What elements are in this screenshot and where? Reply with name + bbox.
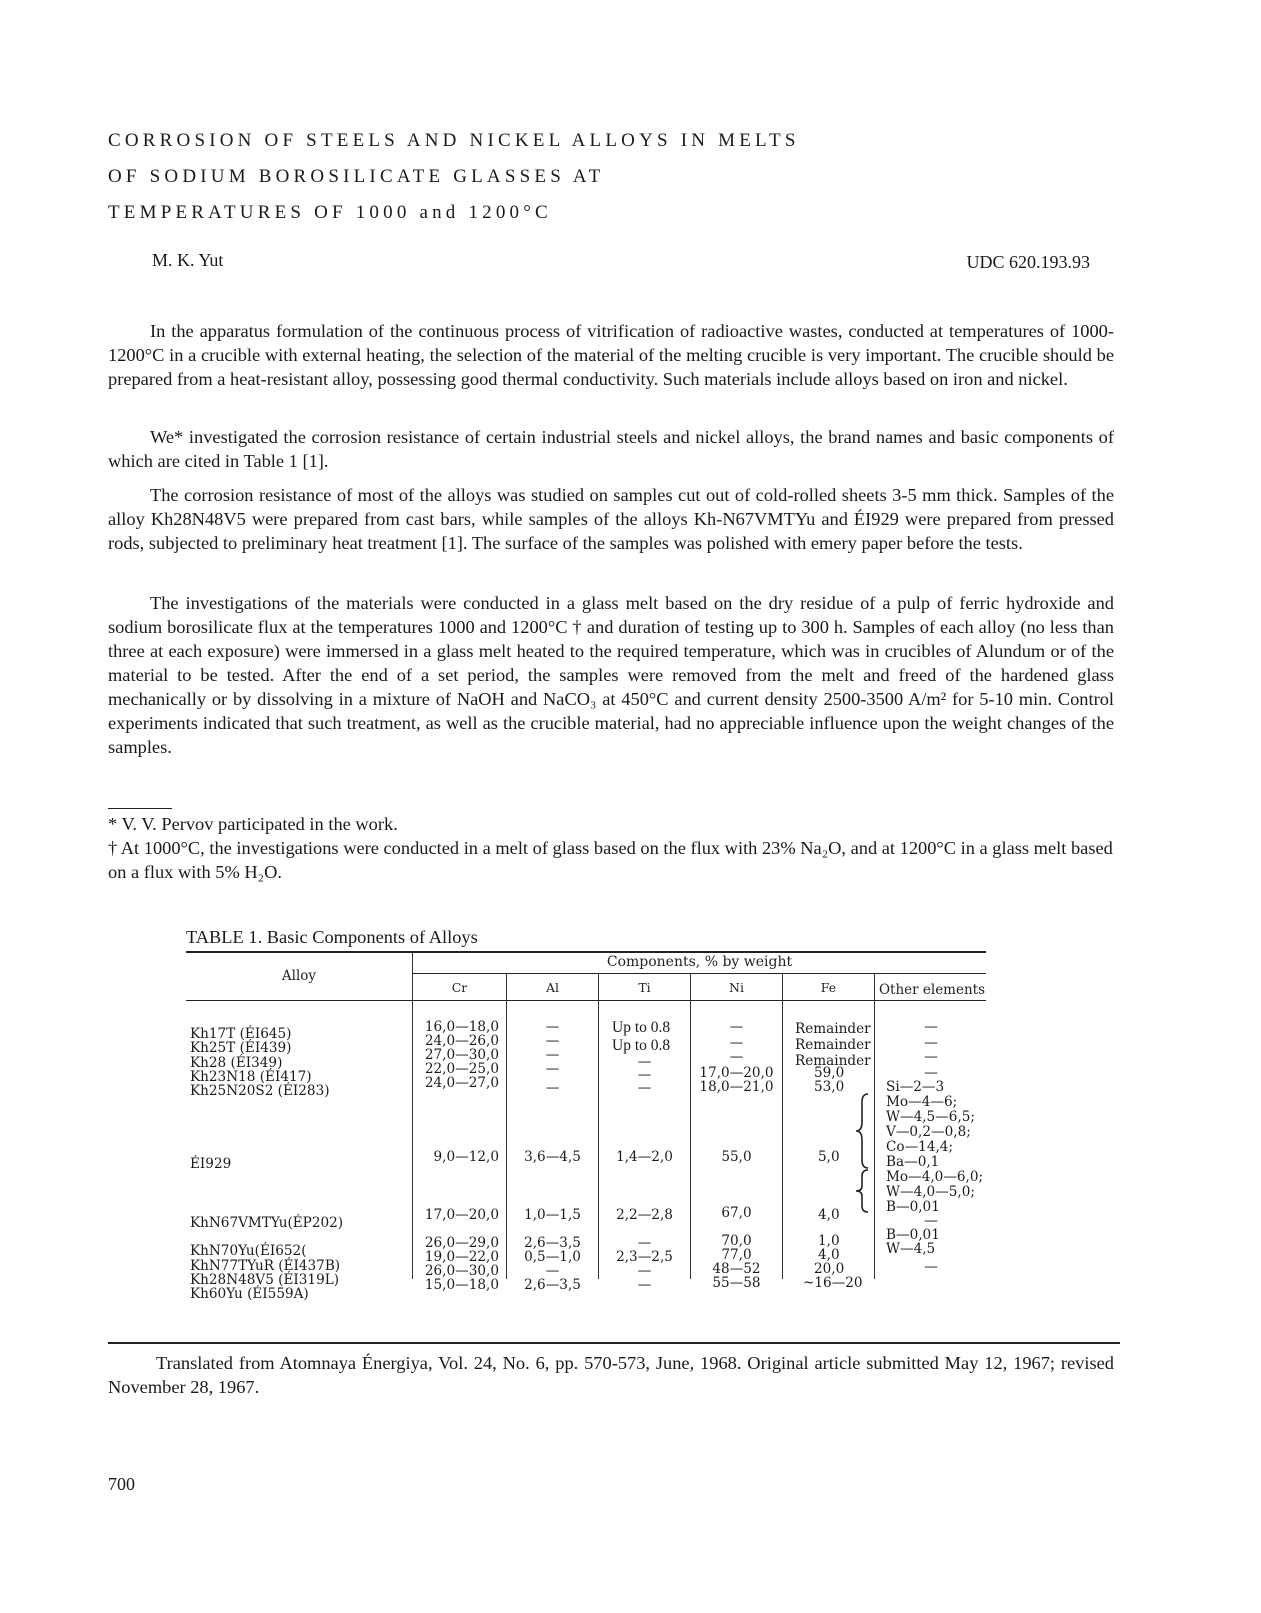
header-cr: Cr	[451, 980, 468, 995]
alloy-name: ÉI929	[190, 1156, 232, 1172]
footnote-2: † At 1000°C, the investigations were conducted in a melt of glass based on the flux with 23% Na₂O, and at 1200°C in a glass melt based on a flux with 5% H₂O.	[108, 838, 1113, 882]
other-value: Ba—0,1	[886, 1154, 940, 1170]
page-number: 700	[108, 1474, 135, 1494]
table-divider	[412, 953, 413, 1279]
ti-value: —	[637, 1235, 652, 1251]
alloy-name: Kh23N18 (ÉI417)	[190, 1069, 312, 1085]
footnote-rule	[108, 808, 172, 809]
header-other: Other elements	[878, 982, 986, 998]
paragraph-3: The corrosion resistance of most of the alloys was studied on samples cut out of cold-rolled sheets 3-5 mm thick. Samples of the alloy Kh28N48V5 were prepared from cast bars, while samples of the alloys Kh-N67VMTYu and ÉI929 were prepared from pressed rods, subjected to preliminary heat treatment [1]. The surface of the samples was polished with emery paper before the tests.	[108, 485, 1114, 553]
other-value: B—0,01	[886, 1227, 940, 1243]
ni-value: 55—58	[712, 1275, 761, 1291]
cr-value: 27,0—30,0	[424, 1047, 499, 1063]
ti-value: —	[637, 1263, 652, 1279]
ti-value: 2,3—2,5	[616, 1249, 673, 1265]
ti-value: —	[637, 1067, 652, 1083]
ti-value: 2,2—2,8	[616, 1207, 673, 1223]
fe-value: Remainder	[795, 1037, 871, 1053]
header-ni: Ni	[729, 980, 744, 995]
cr-value: 26,0—29,0	[424, 1235, 499, 1251]
table-caption: TABLE 1. Basic Components of Alloys	[186, 927, 478, 947]
other-value: —	[924, 1035, 938, 1051]
header-alloy: Alloy	[281, 968, 317, 984]
al-value: —	[545, 1047, 560, 1063]
cr-value: 19,0—22,0	[424, 1249, 499, 1265]
ti-value: —	[637, 1277, 652, 1293]
other-value: Si—2—3	[886, 1079, 945, 1095]
ni-value: 55,0	[721, 1149, 752, 1165]
ti-value: —	[637, 1054, 652, 1070]
cr-value: 26,0—30,0	[424, 1263, 499, 1279]
table-divider	[782, 974, 783, 1279]
other-value: —	[924, 1019, 938, 1035]
table-header-rule	[186, 1000, 986, 1001]
paragraph-1: In the apparatus formulation of the continuous process of vitrification of radioactive wastes, conducted at temperatures of 1000-1200°C in a crucible with external heating, the selection of the material of the melting crucible is very important. The crucible should be prepared from a heat-resistant alloy, possessing good thermal conductivity. Such materials include alloys based on iron and nickel.	[108, 321, 1114, 389]
title-line-3: TEMPERATURES OF 1000 and 1200°C	[108, 202, 552, 223]
table-top-rule	[186, 951, 986, 953]
al-value: —	[545, 1019, 560, 1035]
alloy-name: KhN77TYuR (ÉI437B)	[190, 1258, 341, 1274]
cr-value: 9,0—12,0	[433, 1149, 499, 1165]
al-value: 1,0—1,5	[524, 1207, 581, 1223]
alloy-name: Kh60Yu (ÉI559A)	[190, 1286, 309, 1302]
al-value: —	[545, 1263, 560, 1279]
other-value: —	[924, 1259, 938, 1275]
translation-rule	[108, 1342, 1120, 1344]
fe-value: 59,0	[814, 1065, 845, 1081]
alloy-name: Kh28 (ÉI349)	[190, 1055, 283, 1071]
cr-value: 16,0—18,0	[424, 1019, 499, 1035]
other-value: V—0,2—0,8;	[886, 1124, 971, 1140]
ti-value: 1,4—2,0	[616, 1149, 673, 1165]
other-value: Mo—4—6;	[886, 1094, 958, 1110]
al-value: 2,6—3,5	[524, 1235, 581, 1251]
ni-value: 67,0	[721, 1205, 752, 1221]
ni-value: —	[729, 1019, 744, 1035]
fe-value: Remainder	[795, 1053, 871, 1069]
fe-value: 4,0	[818, 1207, 840, 1223]
header-fe: Fe	[820, 980, 837, 995]
alloy-name: Kh17T (ÉI645)	[190, 1026, 292, 1042]
fe-value: 53,0	[814, 1079, 845, 1095]
paragraph-4: The investigations of the materials were conducted in a glass melt based on the dry residue of a pulp of ferric hydroxide and sodium borosilicate flux at the temperatures 1000 and 1200°C † and duration of testing up to 300 h. Samples of each alloy (no less than three at each exposure) were immersed in a glass melt heated to the required temperature, which was in crucibles of Alundum or of the material to be tested. After the end of a set period, the samples were removed from the melt and freed of the hardened glass mechanically or by dissolving in a mixture of NaOH and NaCO₃ at 450°C and current density 2500-3500 A/m² for 5-10 min. Control experiments indicated that such treatment, as well as the crucible material, had no appreciable influence upon the weight changes of the samples.	[108, 593, 1114, 757]
fe-value: 5,0	[818, 1149, 840, 1165]
header-components: Components, % by weight	[606, 954, 793, 970]
brace-icon	[852, 1168, 874, 1214]
fe-value: ~16—20	[803, 1275, 863, 1291]
translated-from: Translated from Atomnaya Énergiya, Vol. 24, No. 6, pp. 570-573, June, 1968. Original article submitted May 12, 1967; revised November 28, 1967.	[108, 1353, 1114, 1397]
alloy-name: Kh28N48V5 (ÉI319L)	[190, 1272, 340, 1288]
al-value: 3,6—4,5	[524, 1149, 581, 1165]
al-value: 2,6—3,5	[524, 1277, 581, 1293]
title-line-1: CORROSION OF STEELS AND NICKEL ALLOYS IN MELTS	[108, 130, 800, 151]
ni-value: 17,0—20,0	[699, 1065, 774, 1081]
alloy-name: KhN70Yu(ÉI652(	[190, 1243, 307, 1259]
fe-value: 4,0	[818, 1247, 840, 1263]
other-value: —	[924, 1213, 938, 1229]
al-value: —	[545, 1033, 560, 1049]
other-value: W—4,0—5,0;	[886, 1184, 975, 1200]
table-divider	[874, 974, 875, 1279]
alloy-name: Kh25T (ÉI439)	[190, 1040, 292, 1056]
fe-value: 1,0	[818, 1233, 840, 1249]
cr-value: 15,0—18,0	[424, 1277, 499, 1293]
other-value: Co—14,4;	[886, 1139, 954, 1155]
al-value: 0,5—1,0	[524, 1249, 581, 1265]
header-ti: Ti	[638, 980, 651, 995]
other-value: B—0,01	[886, 1199, 940, 1215]
ni-value: 48—52	[712, 1261, 761, 1277]
ni-value: 18,0—21,0	[699, 1079, 774, 1095]
title-line-2: OF SODIUM BOROSILICATE GLASSES AT	[108, 166, 605, 187]
udc-code: UDC 620.193.93	[966, 252, 1090, 272]
other-value: —	[924, 1065, 938, 1081]
table-divider	[598, 974, 599, 1279]
ti-value: Up to 0.8	[612, 1019, 671, 1036]
paragraph-2: We* investigated the corrosion resistance of certain industrial steels and nickel alloys, the brand names and basic components of which are cited in Table 1 [1].	[108, 427, 1114, 471]
brace-icon	[852, 1092, 874, 1170]
author: M. K. Yut	[152, 250, 224, 270]
other-value: W—4,5	[886, 1241, 936, 1257]
fe-value: 20,0	[814, 1261, 845, 1277]
footnote-1: * V. V. Pervov participated in the work.	[108, 814, 398, 834]
al-value: —	[545, 1061, 560, 1077]
ni-value: 70,0	[721, 1233, 752, 1249]
alloy-name: KhN67VMTYu(ÉP202)	[190, 1215, 344, 1231]
other-value: —	[924, 1049, 938, 1065]
cr-value: 24,0—27,0	[424, 1075, 499, 1091]
ni-value: —	[729, 1049, 744, 1065]
fe-value: Remainder	[795, 1021, 871, 1037]
header-al: Al	[545, 980, 560, 995]
ti-value: —	[637, 1080, 652, 1096]
cr-value: 17,0—20,0	[424, 1207, 499, 1223]
al-value: —	[545, 1080, 560, 1096]
cr-value: 22,0—25,0	[424, 1061, 499, 1077]
other-value: W—4,5—6,5;	[886, 1109, 975, 1125]
ti-value: Up to 0.8	[612, 1037, 671, 1054]
other-value: Mo—4,0—6,0;	[886, 1169, 984, 1185]
ni-value: 77,0	[721, 1247, 752, 1263]
ni-value: —	[729, 1035, 744, 1051]
cr-value: 24,0—26,0	[424, 1033, 499, 1049]
table-subheader-rule	[413, 973, 986, 974]
alloy-name: Kh25N20S2 (ÉI283)	[190, 1083, 330, 1099]
